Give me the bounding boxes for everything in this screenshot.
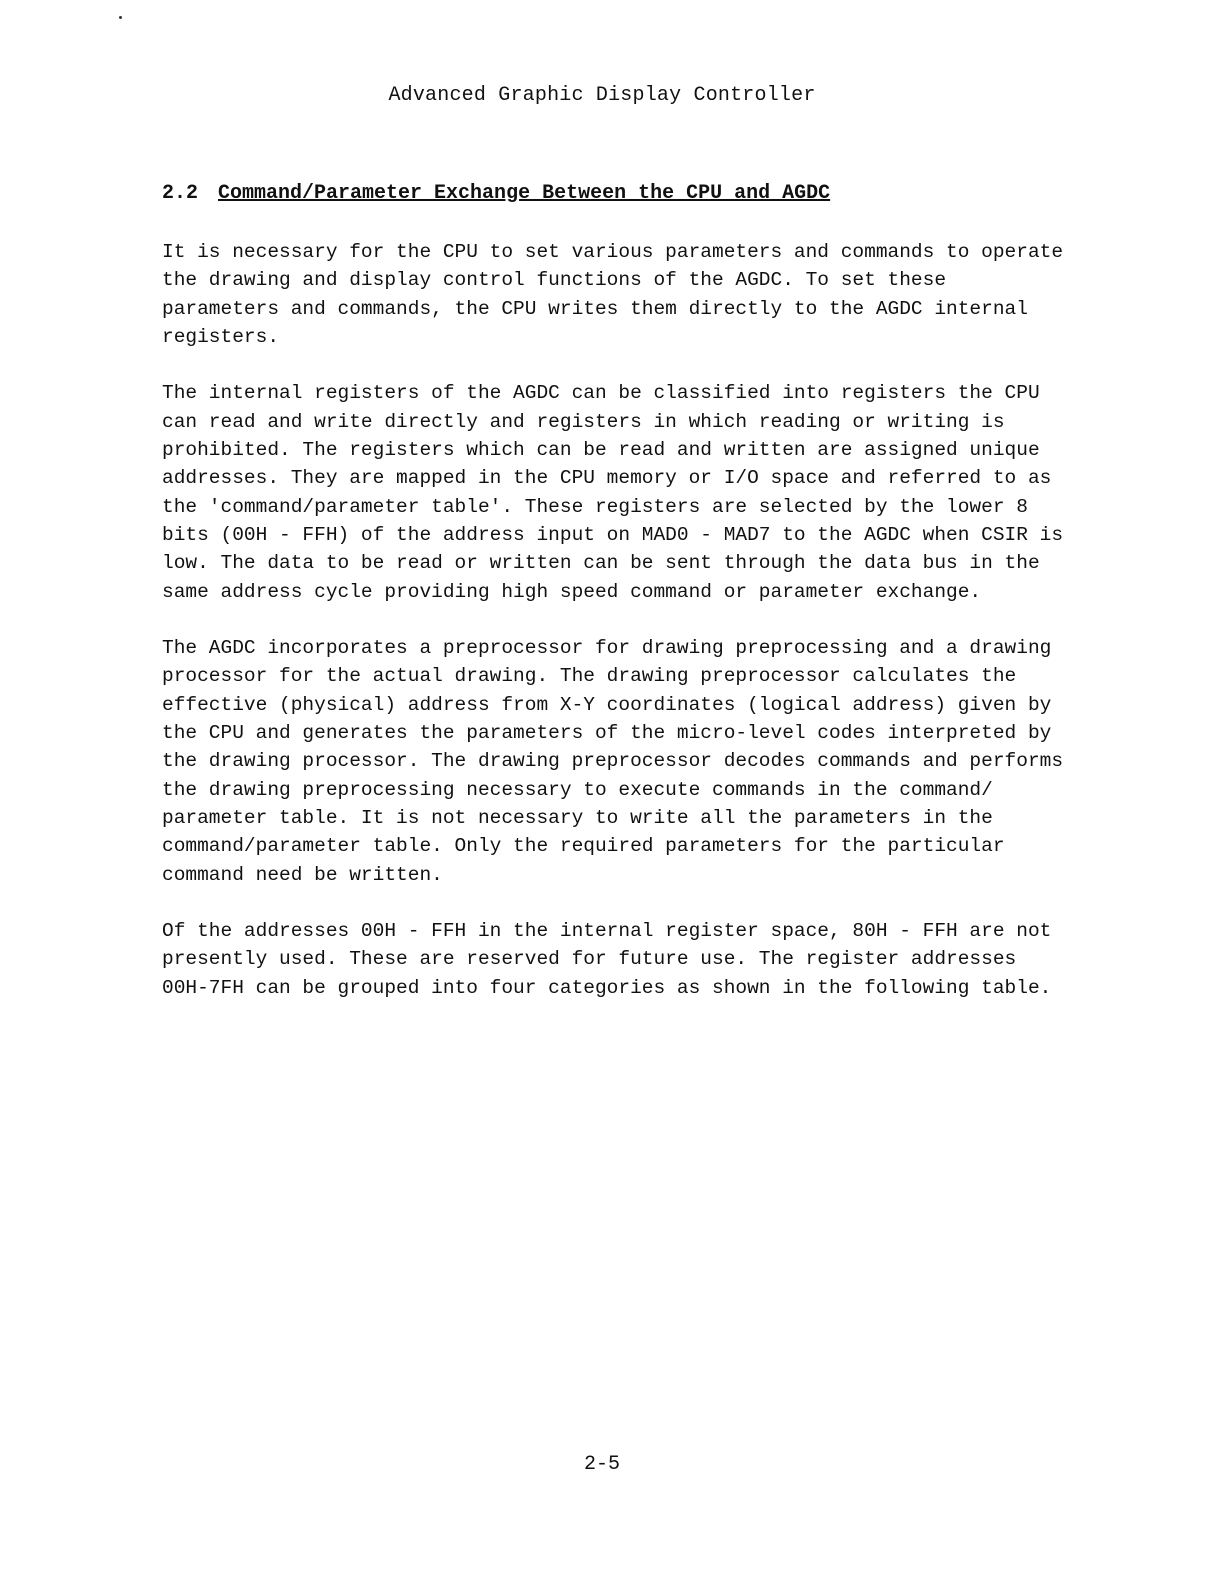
paragraph-1: It is necessary for the CPU to set various parameters and commands to operate the drawing and display control functions of the AGDC. To set these parameters and commands, the CPU writes them directly to the AGDC internal registers. (162, 241, 1064, 348)
paragraph-2: The internal registers of the AGDC can be classified into registers the CPU can read and write directly and registers in which reading or writing is prohibited. The registers which can be read and written are assigned unique addresses. They are mapped in the CPU memory or I/O space and referred to as the 'command/parameter table'. These registers are selected by the lower 8 bits (00H - FFH) of the address input on MAD0 - MAD7 to the AGDC when CSIR is low. The data to be read or written can be sent through the data bus in the same address cycle providing high speed command or parameter exchange. (162, 382, 1064, 603)
scan-speck (119, 16, 122, 19)
paragraph-3: The AGDC incorporates a preprocessor for drawing preprocessing and a drawing processor for the actual drawing. The drawing preprocessor calculates the effective (physical) address from X-Y coordinates (logical address) given by the CPU and generates the parameters of the micro-level codes interpreted by the drawing processor. The drawing preprocessor decodes commands and performs the drawing preprocessing necessary to execute commands in the command/ parameter table. It is not necessary to write all the parameters in the command/parameter table. Only the required parameters for the particular command need be written. (162, 637, 1064, 886)
section-title: Command/Parameter Exchange Between the CPU and AGDC (218, 182, 831, 205)
page-header: Advanced Graphic Display Controller (388, 84, 816, 107)
paragraph-4: Of the addresses 00H - FFH in the internal register space, 80H - FFH are not presently used. These are reserved for future use. The register addresses 00H-7FH can be grouped into four categories as shown in the following table. (162, 920, 1052, 999)
body-text (162, 238, 1072, 1030)
section-heading (162, 182, 830, 205)
page-number: 2-5 (583, 1453, 620, 1476)
section-number: 2.2 (162, 182, 199, 205)
